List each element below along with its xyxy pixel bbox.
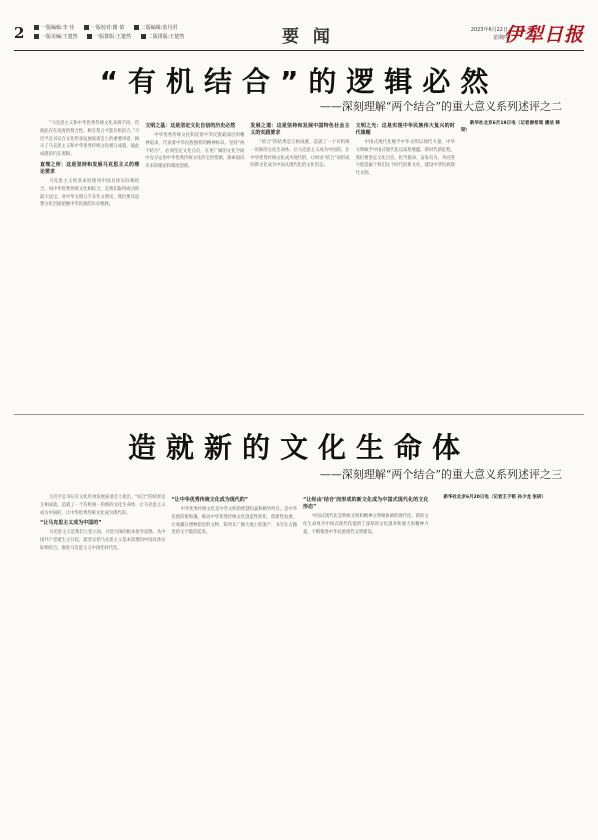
paragraph: 中华优秀传统文化是中华文明的智慧结晶和精华所在，是中华民族的根和魂。推动中华优秀传统文化创造性转化、创新性发展，让收藏在博物馆里的文物、陈列在广阔大地上的遗产、书写在古籍里的文字都活起来。 [171, 507, 297, 536]
editor-credit: 二版编辑:张丹君 [134, 24, 178, 33]
byline: 新华社北京6月20日电（记者王子铭 孙少龙 张研） [443, 495, 547, 500]
section-heading: “让中华优秀传统文化成为现代的” [171, 497, 249, 503]
paragraph: 中国式现代化是物质文明和精神文明相协调的现代化。新的文化生命体为中国式现代化提供了深厚的文化滋养和强大的精神力量，不断推进中华民族现代文明建设。 [303, 514, 429, 535]
masthead-rule [14, 50, 584, 51]
article1-column [461, 120, 560, 408]
section-heading: 文明之光：这是实现中华民族伟大复兴的时代课题 [355, 123, 455, 136]
article1-subhead: ——深刻理解“两个结合”的重大意义系列述评之二 [319, 100, 562, 113]
article1-column [250, 120, 349, 408]
article1-body [40, 120, 560, 408]
section-heading: “让经由‘结合’而形成的新文化成为中国式现代化的文化形态” [303, 497, 429, 510]
paragraph: 中国式现代化赋予中华文明以现代力量，中华文明赋予中国式现代化以深厚底蕴。新时代新征程，我们要坚定文化自信，担当使命、奋发有为，共同努力创造属于我们这个时代的新文化，建设中华民族现代文明。 [355, 140, 455, 177]
article2-headline: 造就新的文化生命体 [127, 431, 470, 464]
article2-column [40, 494, 166, 832]
page-number: 2 [14, 24, 25, 42]
section-title: 要 闻 [282, 27, 334, 47]
editor-credit: 一版校对:楼 倩 [84, 24, 124, 33]
article-separator [14, 414, 584, 415]
date: 2023年6月22日 [470, 27, 508, 33]
issue-date [471, 26, 508, 42]
editor-credit: 一版美编:王楚然 [34, 33, 78, 42]
editor-credits [34, 24, 234, 42]
editor-credit: 二版排版:王楚然 [141, 33, 185, 42]
paragraph: “结合”的结果是互相成就，造就了一个有机统一的新的文化生命体，让马克思主义成为中国的，让中华优秀传统文化成为现代的，让经由“结合”而形成的新文化成为中国式现代化的文化形态。 [250, 140, 350, 169]
section-heading: “让马克思主义成为中国的” [40, 520, 102, 527]
paragraph: 中华优秀传统文化积淀着中华民族最深层的精神追求，代表着中华民族独特的精神标识。坚持“两个结合”，必须坚定文化自信，在更广阔的文化空间中充分运用中华优秀传统文化的宝贵资源，探索面向未来的理论和制度创新。 [145, 133, 245, 170]
paragraph: 马克思主义是我们立党立国、兴党兴国的根本指导思想。从中国共产党诞生之日起，就坚定把马克思主义基本原理同中国具体实际相结合，推进马克思主义中国化时代化。 [40, 530, 166, 551]
paragraph: 马克思主义的基本原理同中国具体实际相结合、同中华优秀传统文化相结合，是我们取得成功的最大法宝。对中华文明五千多年文明史，我们要从思想文化层面把握中华民族的历史根脉。 [40, 178, 140, 208]
byline: 新华社北京6月19日电（记者谢希瑶 潘洁 韩梁） [460, 121, 561, 133]
article1-headline: “有机结合”的逻辑必然 [99, 65, 499, 98]
editor-credit: 一版编辑:李 佳 [34, 24, 74, 33]
article2-column [303, 494, 429, 832]
article2-column [172, 494, 298, 832]
article1-column [356, 120, 455, 408]
article2-body [40, 494, 560, 832]
paragraph: 习近平总书记在文化传承发展座谈会上指出，“结合”的结果是互相成就，造就了一个有机统一的新的文化生命体，让马克思主义成为中国的，让中华优秀传统文化成为现代的。 [40, 495, 166, 516]
newspaper-logo: 伊犁日报 [503, 24, 584, 46]
section-heading: 直理之所：这是坚持和发展马克思主义的理论要求 [40, 161, 140, 175]
article1-column [145, 120, 244, 408]
paragraph: “马克思主义和中华优秀传统文化来源不同，但彼此存在高度的契合性。相互契合才能有机结合。”习近平总书记在文化传承发展座谈会上的重要讲话，揭示了马克思主义和中华优秀传统文化相互成就、彼此成就的内在逻辑。 [40, 121, 140, 158]
article2-column [435, 494, 561, 832]
editor-credit: 一版排版:王楚然 [87, 33, 131, 42]
section-heading: 发展之道：这是坚持和发展中国特色社会主义的实践要求 [250, 123, 350, 136]
weekday: 星期四 [492, 35, 508, 41]
article1-column [40, 120, 139, 408]
article2-subhead: ——深刻理解“两个结合”的重大意义系列述评之三 [319, 468, 562, 481]
masthead [14, 22, 584, 50]
section-heading: 文明之基：这是坚定文化自信的历史必然 [145, 123, 236, 129]
